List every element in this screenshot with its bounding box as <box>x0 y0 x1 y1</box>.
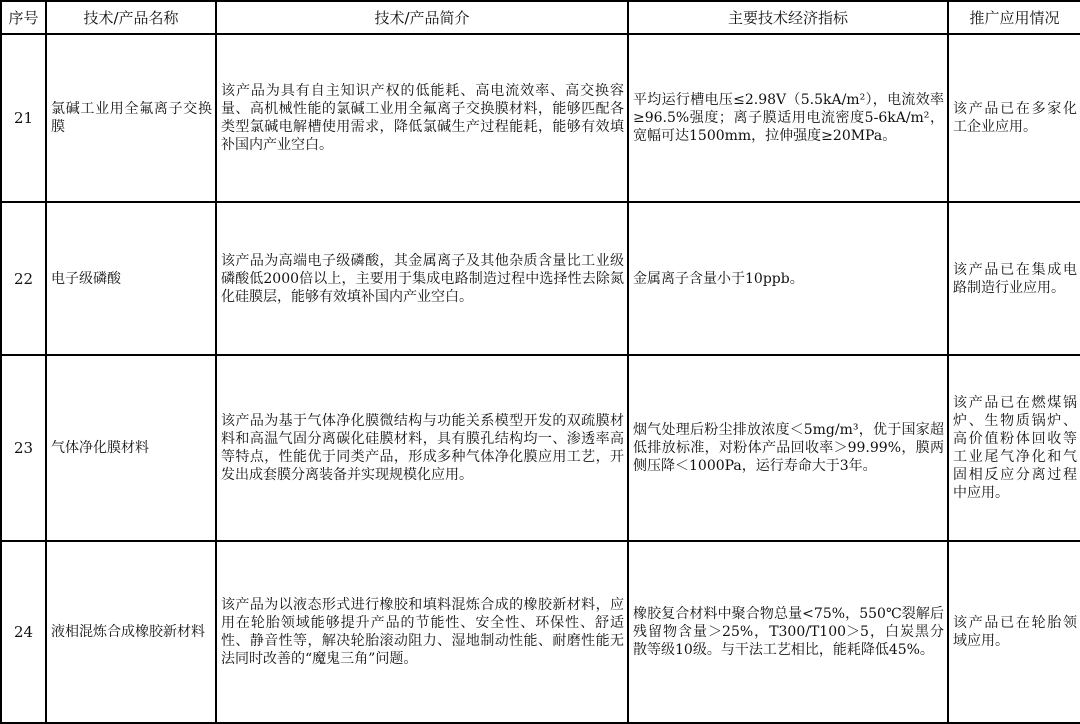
row-name <box>46 34 216 202</box>
row-application <box>948 541 1080 723</box>
row-intro-text: 该产品为具有自主知识产权的低能耗、高电流效率、高交换容量、高机械性能的氯碱工业用全氟离子交换膜材料，能够匹配各类型氯碱电解槽使用需求，降低氯碱生产过程能耗，能够有效填补国内产业空白。 <box>221 83 624 153</box>
header-index: 序号 <box>1 1 46 34</box>
row-name-text: 气体净化膜材料 <box>51 440 149 456</box>
row-name <box>46 202 216 355</box>
header-row <box>1 1 1080 34</box>
row-intro <box>216 541 628 723</box>
table-row <box>1 541 1080 723</box>
row-application <box>948 34 1080 202</box>
row-intro <box>216 34 628 202</box>
row-application-text: 该产品已在集成电路制造行业应用。 <box>953 261 1077 296</box>
table-row <box>1 34 1080 202</box>
row-application-text: 该产品已在轮胎领域应用。 <box>953 615 1077 649</box>
row-application-text: 该产品已在多家化工企业应用。 <box>953 101 1077 135</box>
row-name <box>46 355 216 541</box>
row-metrics-text: 金属离子含量小于10ppb。 <box>633 270 804 287</box>
row-index: 21 <box>1 34 46 202</box>
header-intro: 技术/产品简介 <box>216 1 628 34</box>
header-metrics: 主要技术经济指标 <box>628 1 948 34</box>
row-intro-text: 该产品为高端电子级磷酸，其金属离子及其他杂质含量比工业级磷酸低2000倍以上，主要用于集成电路制造过程中选择性去除氮化硅膜层，能够有效填补国内产业空白。 <box>221 252 624 305</box>
row-index: 23 <box>1 355 46 541</box>
row-application-text: 该产品已在燃煤锅炉、生物质锅炉、高价值粉体回收等工业尾气净化和气固相反应分离过程中应用。 <box>953 395 1077 501</box>
row-metrics <box>628 355 948 541</box>
row-name-text: 液相混炼合成橡胶新材料 <box>51 624 205 640</box>
row-metrics <box>628 202 948 355</box>
row-application <box>948 202 1080 355</box>
row-application <box>948 355 1080 541</box>
row-metrics-text: 平均运行槽电压≤2.98V（5.5kA/m²），电流效率≥96.5%强度；离子膜适用电流密度5-6kA/m²，宽幅可达1500mm，拉伸强度≥20MPa。 <box>633 92 944 144</box>
row-name-text: 氯碱工业用全氟离子交换膜 <box>51 101 212 135</box>
header-application: 推广应用情况 <box>948 1 1080 34</box>
row-intro-text: 该产品为以液态形式进行橡胶和填料混炼合成的橡胶新材料，应用在轮胎领域能够提升产品的节能性、安全性、环保性、舒适性、静音性等，解决轮胎滚动阻力、湿地制动性能、耐磨性能无法同时改善的“魔鬼三角”问题。 <box>221 597 624 667</box>
header-name: 技术/产品名称 <box>46 1 216 34</box>
row-metrics <box>628 541 948 723</box>
row-name <box>46 541 216 723</box>
row-metrics <box>628 34 948 202</box>
row-intro-text: 该产品为基于气体净化膜微结构与功能关系模型开发的双疏膜材料和高温气固分离碳化硅膜材料，具有膜孔结构均一、渗透率高等特点，性能优于同类产品，形成多种气体净化膜应用工艺，开发出成套膜分离装备并实现规模化应用。 <box>221 413 624 483</box>
table-row <box>1 202 1080 355</box>
row-index: 22 <box>1 202 46 355</box>
row-name-text: 电子级磷酸 <box>51 270 121 287</box>
row-index: 24 <box>1 541 46 723</box>
table-row <box>1 355 1080 541</box>
row-intro <box>216 355 628 541</box>
row-intro <box>216 202 628 355</box>
row-metrics-text: 烟气处理后粉尘排放浓度＜5mg/m³，优于国家超低排放标准，对粉体产品回收率＞99.99%，膜两侧压降＜1000Pa，运行寿命大于3年。 <box>633 422 944 474</box>
row-metrics-text: 橡胶复合材料中聚合物总量<75%，550℃裂解后残留物含量＞25%，T300/T100＞5，白炭黑分散等级10级。与干法工艺相比，能耗降低45%。 <box>633 606 944 658</box>
